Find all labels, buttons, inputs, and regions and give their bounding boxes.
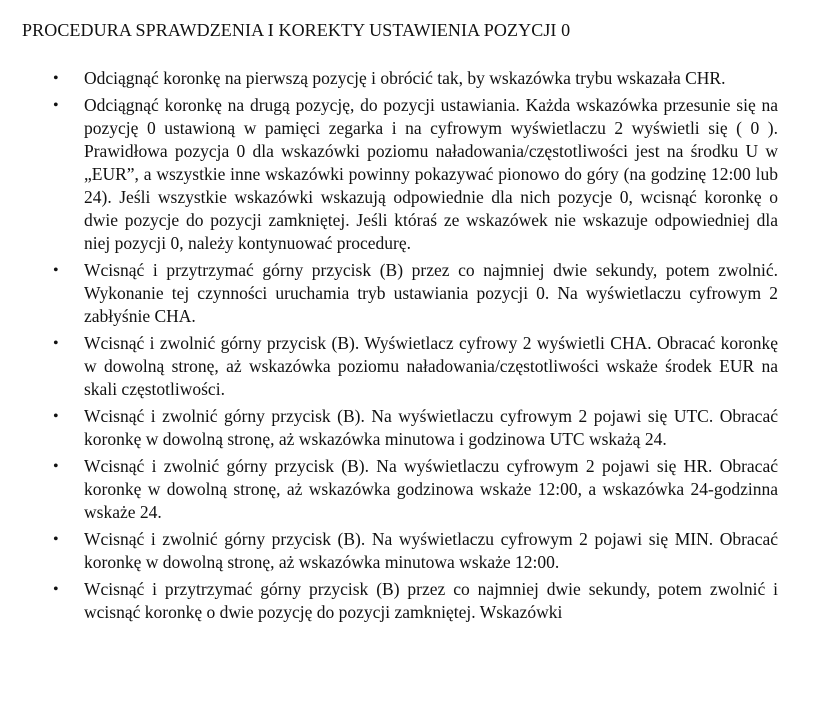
list-item xyxy=(0,405,814,451)
list-item-text: Wcisnąć i zwolnić górny przycisk (B). Na wyświetlaczu cyfrowym 2 pojawi się UTC. Obracać koronkę w dowolną stronę, aż wskazówka minutowa i godzinowa UTC wskażą 24. xyxy=(84,406,778,449)
list-item xyxy=(0,528,814,574)
list-item xyxy=(0,67,814,90)
list-item xyxy=(0,455,814,524)
bullet-icon: • xyxy=(53,97,59,114)
bullet-icon: • xyxy=(53,581,59,598)
bullet-icon: • xyxy=(53,262,59,279)
bullet-icon: • xyxy=(53,335,59,352)
list-item xyxy=(0,578,814,624)
list-item xyxy=(0,259,814,328)
list-item-text: Wcisnąć i zwolnić górny przycisk (B). Wyświetlacz cyfrowy 2 wyświetli CHA. Obracać koronkę w dowolną stronę, aż wskazówka poziomu naładowania/częstotliwości wskaże środek EUR na skali częstotliwości. xyxy=(84,333,778,399)
list-item-text: Wcisnąć i zwolnić górny przycisk (B). Na wyświetlaczu cyfrowym 2 pojawi się HR. Obracać koronkę w dowolną stronę, aż wskazówka godzinowa wskaże 12:00, a wskazówka 24-godzinna wskaże 24. xyxy=(84,456,778,522)
list-item-text: Wcisnąć i przytrzymać górny przycisk (B) przez co najmniej dwie sekundy, potem zwolnić i wcisnąć koronkę o dwie pozycję do pozycji zamkniętej. Wskazówki xyxy=(84,579,778,622)
procedure-list xyxy=(0,67,814,628)
list-item xyxy=(0,94,814,255)
list-item-text: Wcisnąć i przytrzymać górny przycisk (B) przez co najmniej dwie sekundy, potem zwolnić. Wykonanie tej czynności uruchamia tryb ustawiania pozycji 0. Na wyświetlaczu cyfrowym 2 zabłyśnie CHA. xyxy=(84,260,778,326)
list-item xyxy=(0,332,814,401)
bullet-icon: • xyxy=(53,408,59,425)
list-item-text: Odciągnąć koronkę na pierwszą pozycję i obrócić tak, by wskazówka trybu wskazała CHR. xyxy=(84,68,726,88)
list-item-text: Wcisnąć i zwolnić górny przycisk (B). Na wyświetlaczu cyfrowym 2 pojawi się MIN. Obracać koronkę w dowolną stronę, aż wskazówka minutowa wskaże 12:00. xyxy=(84,529,778,572)
document-title: PROCEDURA SPRAWDZENIA I KOREKTY USTAWIENIA POZYCJI 0 xyxy=(22,20,571,40)
bullet-icon: • xyxy=(53,531,59,548)
list-item-text: Odciągnąć koronkę na drugą pozycję, do pozycji ustawiania. Każda wskazówka przesunie się na pozycję 0 ustawioną w pamięci zegarka i na cyfrowym wyświetlaczu 2 wyświetli się ( 0 ). Prawidłowa pozycja 0 dla wskazówki poziomu naładowania/częstotliwości jest na środku U w „EUR”, a wszystkie inne wskazówki powinny pokazywać pionowo do góry (na godzinę 12:00 lub 24). Jeśli wszystkie wskazówki wskazują odpowiednie dla nich pozycje 0, wcisnąć koronkę o dwie pozycje do pozycji zamkniętej. Jeśli któraś ze wskazówek nie wskazuje odpowiedniej dla niej pozycji 0, należy kontynuować procedurę. xyxy=(84,95,778,253)
bullet-icon: • xyxy=(53,70,59,87)
bullet-icon: • xyxy=(53,458,59,475)
